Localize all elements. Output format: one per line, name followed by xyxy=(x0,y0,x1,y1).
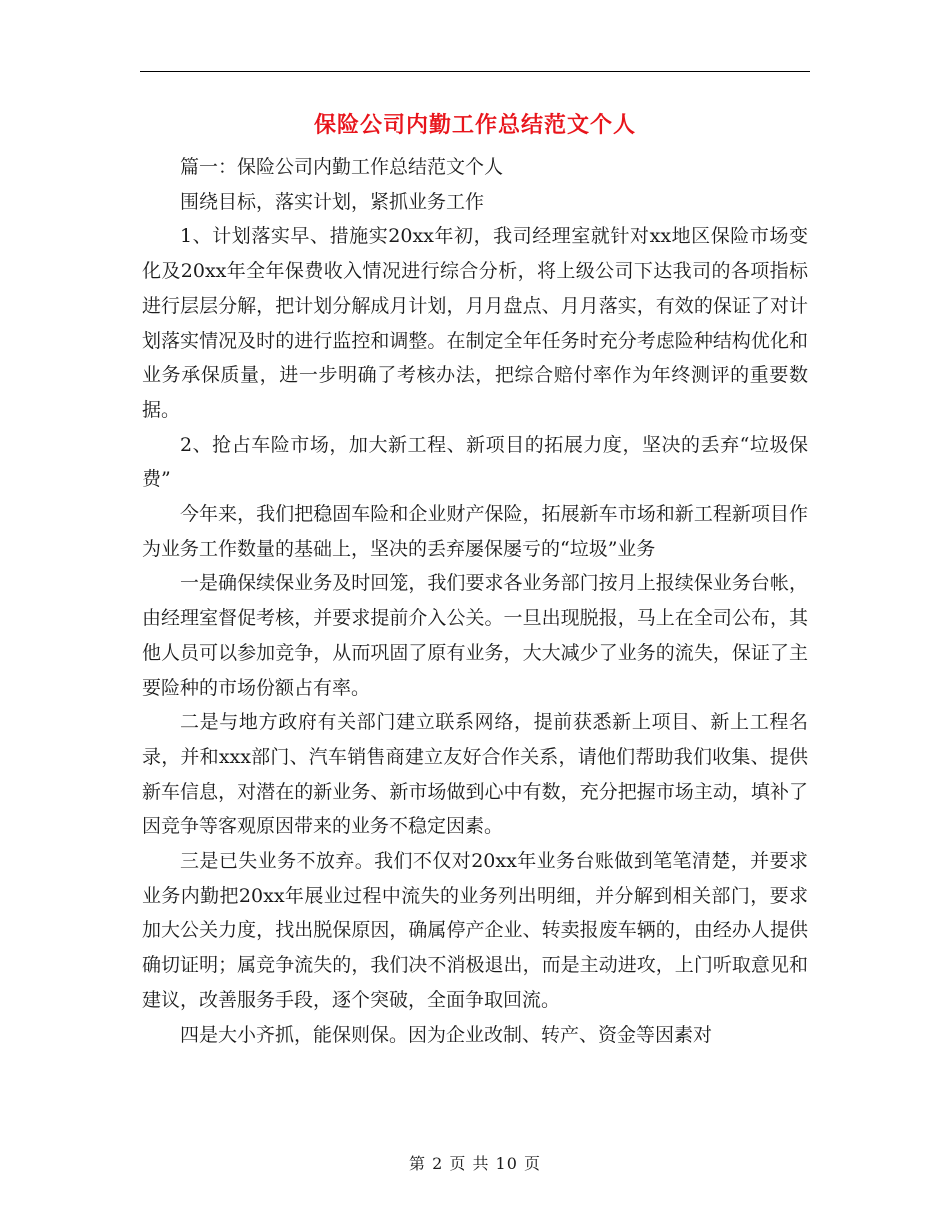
document-body xyxy=(142,150,808,1052)
paragraph-2: 2、抢占车险市场，加大新工程、新项目的拓展力度，坚决的丢弃“垃圾保费” xyxy=(142,433,808,491)
document-title: 保险公司内勤工作总结范文个人 xyxy=(313,113,636,138)
paragraph-heading: 篇一：保险公司内勤工作总结范文个人 xyxy=(180,156,504,178)
paragraph-1: 1、计划落实早、措施实20xx年初，我司经理室就针对xx地区保险市场变化及20xx年全年保费收入情况进行综合分析，将上级公司下达我司的各项指标进行层层分解，把计划分解成月计划，月月盘点、月月落实，有效的保证了对计划落实情况及时的进行监控和调整。在制定全年任务时充分考虑险种结构优化和业务承保质量，进一步明确了考核办法，把综合赔付率作为年终测评的重要数据。 xyxy=(142,225,808,421)
paragraph-6: 三是已失业务不放弃。我们不仅对20xx年业务台账做到笔笔清楚，并要求业务内勤把20xx年展业过程中流失的业务列出明细，并分解到相关部门，要求加大公关力度，找出脱保原因，确属停产企业、转卖报废车辆的，由经办人提供确切证明；属竞争流失的，我们决不消极退出，而是主动进攻，上门听取意见和建议，改善服务手段，逐个突破，全面争取回流。 xyxy=(142,850,808,1011)
page-number: 第 2 页 共 10 页 xyxy=(409,1154,541,1173)
paragraph-7: 四是大小齐抓，能保则保。因为企业改制、转产、资金等因素对 xyxy=(180,1023,713,1046)
paragraph-5: 二是与地方政府有关部门建立联系网络，提前获悉新上项目、新上工程名录，并和xxx部门、汽车销售商建立友好合作关系，请他们帮助我们收集、提供新车信息，对潜在的新业务、新市场做到心中有数，充分把握市场主动，填补了因竞争等客观原因带来的业务不稳定因素。 xyxy=(142,711,808,838)
paragraph-subheading: 围绕目标，落实计划，紧抓业务工作 xyxy=(180,190,485,213)
header-rule xyxy=(140,71,810,72)
paragraph-3: 今年来，我们把稳固车险和企业财产保险，拓展新车市场和新工程新项目作为业务工作数量的基础上，坚决的丢弃屡保屡亏的“垃圾”业务 xyxy=(142,503,808,560)
paragraph-4: 一是确保续保业务及时回笼，我们要求各业务部门按月上报续保业务台帐，由经理室督促考核，并要求提前介入公关。一旦出现脱报，马上在全司公布，其他人员可以参加竞争，从而巩固了原有业务，大大减少了业务的流失，保证了主要险种的市场份额占有率。 xyxy=(142,572,808,699)
